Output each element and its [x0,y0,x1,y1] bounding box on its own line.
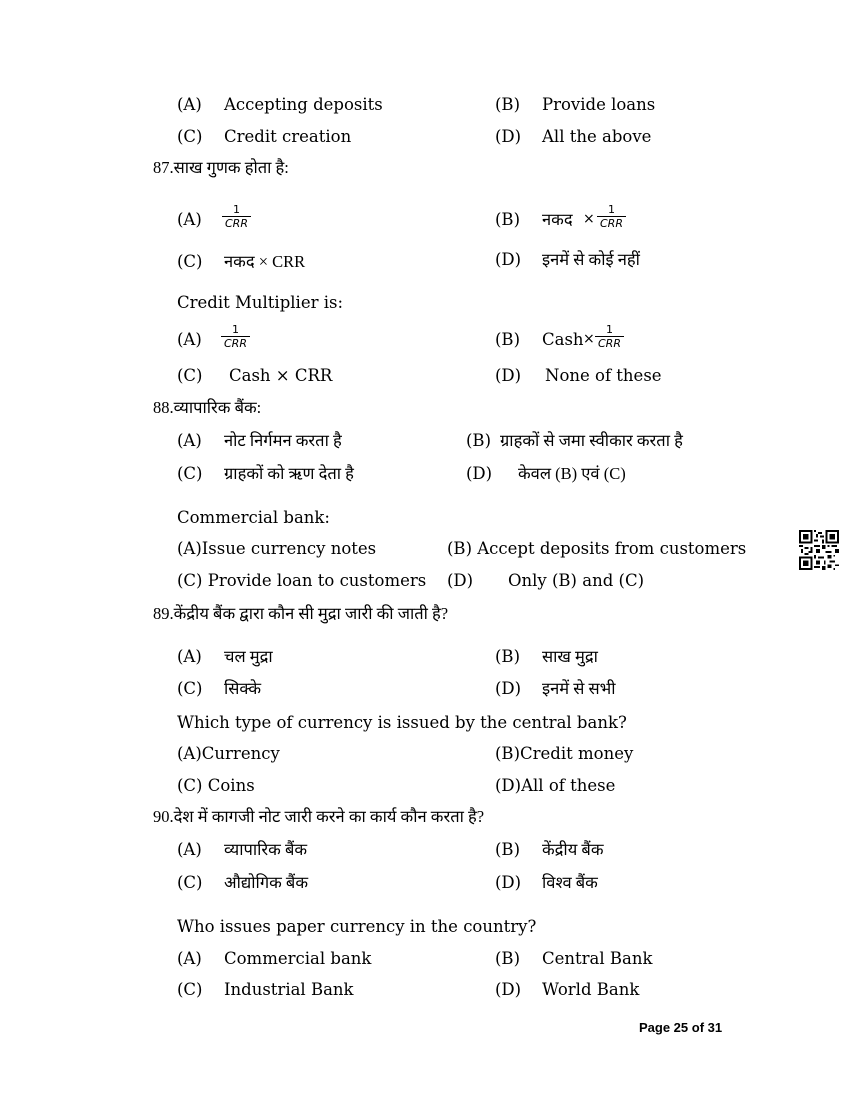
q87-hi-option-b-label: (B) [495,210,520,229]
q87-en-option-b-fraction [595,323,624,350]
q87-hi-option-a-label: (A) [177,210,202,229]
q87-hi-option-d-label: (D) [495,250,522,269]
q88-en-option-c: (C) Provide loan to customers [177,571,427,590]
q87-en-option-b-label: (B) [495,330,520,349]
q88-hi-option-a: नोट निर्गमन करता है [224,431,342,450]
fraction-numerator: 1 [597,203,626,217]
q89-hi-option-a: चल मुद्रा [224,647,273,666]
q88-hi-option-c: ग्राहकों को ऋण देता है [224,464,354,483]
q90-en-option-b-label: (B) [495,949,520,968]
q87-hi-option-c: नकद × CRR [224,252,306,271]
q90-en-option-a-label: (A) [177,949,202,968]
q90-en-option-d-label: (D) [495,980,522,999]
q87-en-option-b-cash: Cash [542,330,584,349]
q88-en-option-b: (B) Accept deposits from customers [447,539,747,558]
q90-en-option-a: Commercial bank [224,949,372,968]
q90-hi-option-d-label: (D) [495,873,522,892]
q89-hi-option-a-label: (A) [177,647,202,666]
page-number: Page 25 of 31 [639,1020,723,1035]
q88-hi-option-a-label: (A) [177,431,202,450]
q90-hi-option-c-label: (C) [177,873,203,892]
q90-en-option-c-label: (C) [177,980,203,999]
q87-en-option-c: Cash × CRR [229,366,333,385]
q87-en-option-d-label: (D) [495,366,522,385]
q90-hindi-question: 90.देश में कागजी नोट जारी करने का कार्य कौन करता है? [153,807,485,826]
q87-hi-option-b-fraction [597,203,626,230]
fraction-numerator: 1 [221,323,250,337]
q86-option-c: Credit creation [224,127,352,146]
q88-en-option-d: Only (B) and (C) [508,571,645,590]
q87-english-question: Credit Multiplier is: [177,293,344,312]
q90-english-question: Who issues paper currency in the country? [177,917,537,936]
q88-hi-option-b-label: (B) [466,431,491,450]
q87-en-option-a-label: (A) [177,330,202,349]
q88-hi-option-b: ग्राहकों से जमा स्वीकार करता है [500,431,683,450]
fraction-denominator: CRR [598,337,621,350]
q89-english-question: Which type of currency is issued by the central bank? [177,713,627,732]
fraction-denominator: CRR [600,217,623,230]
q90-hi-option-a: व्यापारिक बैंक [224,840,308,859]
q87-en-option-b-times: × [583,331,595,347]
q88-hi-option-d: केवल (B) एवं (C) [518,464,626,483]
q87-hi-option-d: इनमें से कोई नहीं [542,250,640,269]
q88-hindi-question: 88.व्यापारिक बैंक: [153,398,262,417]
q89-hi-option-d: इनमें से सभी [542,679,616,698]
q88-english-question: Commercial bank: [177,508,330,527]
q86-option-d-label: (D) [495,127,522,146]
q87-hindi-question: 87.साख गुणक होता है: [153,158,289,177]
q89-hi-option-c: सिक्के [224,679,262,698]
q89-hi-option-b: साख मुद्रा [542,647,598,666]
q86-option-b-label: (B) [495,95,520,114]
q87-en-option-a-fraction [221,323,250,350]
q87-hi-option-a-fraction [222,203,251,230]
q86-option-a-label: (A) [177,95,202,114]
fraction-denominator: CRR [224,337,247,350]
q86-option-a: Accepting deposits [224,95,383,114]
q87-en-option-c-label: (C) [177,366,203,385]
q89-hi-option-d-label: (D) [495,679,522,698]
q90-en-option-d: World Bank [542,980,640,999]
q90-hi-option-d: विश्व बैंक [542,873,598,892]
q86-option-d: All the above [542,127,652,146]
q88-en-option-d-label: (D) [447,571,474,590]
q88-hi-option-d-label: (D) [466,464,493,483]
q88-hi-option-c-label: (C) [177,464,203,483]
q87-hi-option-c-label: (C) [177,252,203,271]
q89-en-option-c: (C) Coins [177,776,255,795]
q90-en-option-c: Industrial Bank [224,980,354,999]
q90-en-option-b: Central Bank [542,949,653,968]
fraction-numerator: 1 [222,203,251,217]
q88-en-option-a: (A)Issue currency notes [177,539,377,558]
q87-hi-option-b-times: × [583,211,595,227]
fraction-numerator: 1 [595,323,624,337]
q86-option-c-label: (C) [177,127,203,146]
fraction-denominator: CRR [225,217,248,230]
q90-hi-option-c: औद्योगिक बैंक [224,873,309,892]
q90-hi-option-a-label: (A) [177,840,202,859]
q89-hi-option-b-label: (B) [495,647,520,666]
q89-en-option-d: (D)All of these [495,776,616,795]
qr-code-icon [799,530,839,570]
q89-hindi-question: 89.केंद्रीय बैंक द्वारा कौन सी मुद्रा जारी की जाती है? [153,604,449,623]
q89-en-option-b: (B)Credit money [495,744,634,763]
q90-hi-option-b-label: (B) [495,840,520,859]
q89-en-option-a: (A)Currency [177,744,280,763]
q89-hi-option-c-label: (C) [177,679,203,698]
q87-en-option-d: None of these [545,366,662,385]
q90-hi-option-b: केंद्रीय बैंक [542,840,604,859]
q87-hi-option-b-cash: नकद [542,210,573,229]
q86-option-b: Provide loans [542,95,656,114]
